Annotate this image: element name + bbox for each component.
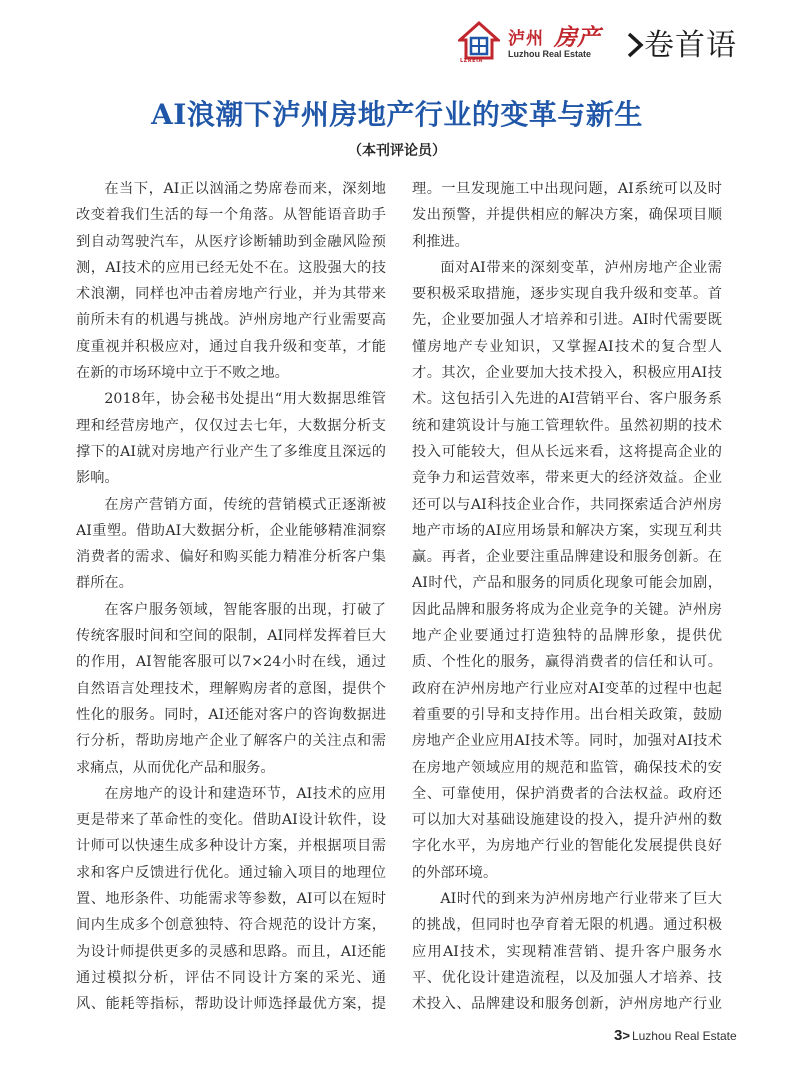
section-title: 卷首语 [644, 28, 737, 63]
brand-name-cn-script: 房产 [554, 24, 600, 51]
brand-name-en: Luzhou Real Estate [508, 49, 592, 59]
left-column [76, 176, 386, 1016]
brand-name-cn: 泸州 [508, 29, 544, 49]
page-footer [614, 1027, 774, 1047]
paragraph: 在房产营销方面，传统的营销模式正逐渐被AI重塑。借助AI大数据分析，企业能够精准洞察消费者的需求、偏好和购买能力精准分析客户集群所在。 [76, 496, 386, 592]
paragraph: 在当下，AI正以汹涌之势席卷而来，深刻地改变着我们生活的每一个角落。从智能语音助手到自动驾驶汽车，从医疗诊断辅助到金融风险预测，AI技术的应用已经无处不在。这股强大的技术浪潮，同样也冲击着房地产行业，并为其带来前所未有的机遇与挑战。泸州房地产行业需要高度重视并积极应对，通过自我升级和变革，才能在新的市场环境中立于不败之地。 [76, 181, 386, 382]
masthead [458, 14, 794, 72]
paragraph: 在客户服务领域，智能客服的出现，打破了传统客服时间和空间的限制，AI同样发挥着巨大的作用，AI智能客服可以7×24小时在线，通过自然语言处理技术，理解购房者的意图，提供个性化的服务。同时，AI还能对客户的咨询数据进行分析，帮助房地产企业了解客户的关注点和需求痛点，从而优化产品和服务。 [76, 601, 386, 776]
paragraph-continuation: 理。一旦发现施工中出现问题，AI系统可以及时发出预警，并提供相应的解决方案，确保项目顺利推进。 [412, 181, 722, 250]
logo-text: LZREIA [460, 58, 483, 64]
paragraph: 2018年，协会秘书处提出“用大数据思维管理和经营房地产，仅仅过去七年，大数据分析支撑下的AI就对房地产行业产生了多维度且深远的影响。 [76, 391, 386, 487]
page-number: 3 [614, 1027, 623, 1044]
paragraph: 面对AI带来的深刻变革，泸州房地产企业需要积极采取措施，逐步实现自我升级和变革。首先，企业要加强人才培养和引进。AI时代需要既懂房地产专业知识，又掌握AI技术的复合型人才。其次，企业要加大技术投入，积极应用AI技术。这包括引入先进的AI营销平台、客户服务系统和建筑设计与施工管理软件。虽然初期的技术投入可能较大，但从长远来看，这将提高企业的竞争力和运营效率，带来更大的经济效益。企业还可以与AI科技企业合作，共同探索适合泸州房地产市场的AI应用场景和解决方案，实现互利共赢。再者，企业要注重品牌建设和服务创新。在AI时代，产品和服务的同质化现象可能会加剧，因此品牌和服务将成为企业竞争的关键。泸州房地产企业要通过打造独特的品牌形象，提供优质、个性化的服务，赢得消费者的信任和认可。政府在泸州房地产行业应对AI变革的过程中也起着重要的引导和支持作用。出台相关政策，鼓励房地产企业应用AI技术等。同时，加强对AI技术在房地产领域应用的规范和监管，确保技术的安全、可靠使用，保护消费者的合法权益。政府还可以加大对基础设施建设的投入，提升泸州的数字化水平，为房地产行业的智能化发展提供良好的外部环境。 [412, 259, 722, 881]
paragraph: 在房地产的设计和建造环节，AI技术的应用更是带来了革命性的变化。借助AI设计软件，设计师可以快速生成多种设计方案，并根据项目需求和客户反馈进行优化。通过输入项目的地理位置、地形条件、功能需求等参数，AI可以在短时间内生成多个创意独特、符合规范的设计方案，为设计师提供更多的灵感和思路。而且，AI还能通过模拟分析，评估不同设计方案的采光、通风、能耗等指标，帮助设计师选择最优方案，提 [76, 785, 386, 1013]
journal-name: Luzhou Real Estate [631, 1029, 737, 1043]
right-column [412, 176, 722, 1016]
paragraph: AI时代的到来为泸州房地产行业带来了巨大的挑战，但同时也孕育着无限的机遇。通过积极应用AI技术，实现精准营销、提升客户服务水平、优化设计建造流程，以及加强人才培养、技术投入、品牌建设和服务创新，泸州房地产行业 [412, 891, 722, 1013]
house-logo-icon [458, 20, 500, 62]
article-title: AI浪潮下泸州房地产行业的变革与新生 [151, 98, 643, 131]
article-byline: （本刊评论员） [348, 143, 446, 159]
footer-arrow: > [622, 1028, 630, 1043]
